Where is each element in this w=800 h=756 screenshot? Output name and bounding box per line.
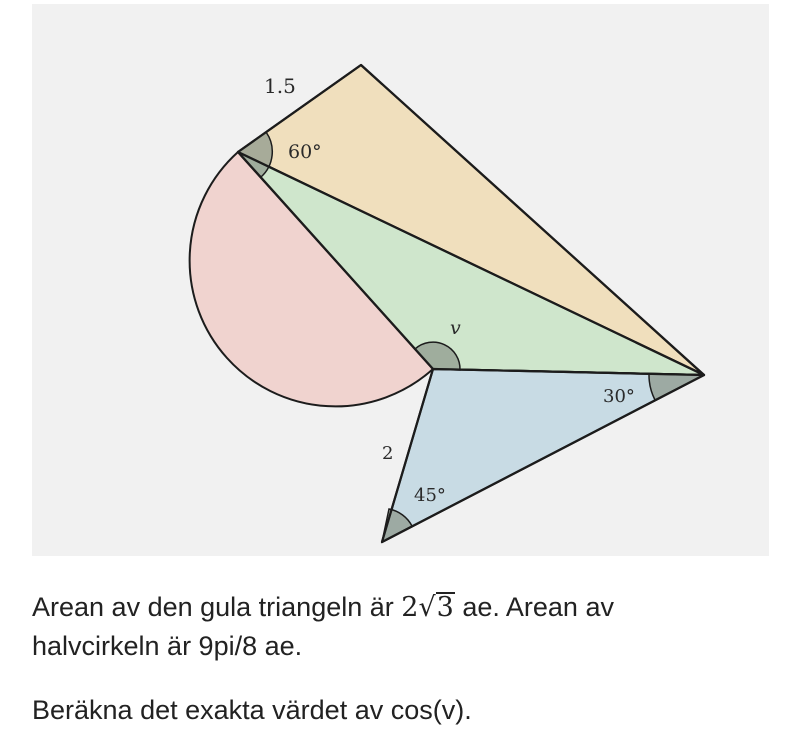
label-angle-30: 30° xyxy=(603,386,635,407)
label-side-1-5: 1.5 xyxy=(264,74,296,98)
problem-question: Beräkna det exakta värdet av cos(v). xyxy=(32,695,472,725)
statement-part-2: ae. Arean av xyxy=(454,592,614,622)
angle-marker-30 xyxy=(649,374,704,400)
geometry-diagram xyxy=(32,4,769,556)
diagram-photo xyxy=(32,4,769,556)
label-angle-v: v xyxy=(450,317,461,339)
problem-statement xyxy=(32,588,772,665)
label-side-2: 2 xyxy=(382,443,394,464)
sqrt-expression xyxy=(401,589,455,627)
sqrt-radicand: 3 xyxy=(436,592,454,623)
statement-part-1: Arean av den gula triangeln är xyxy=(32,592,402,622)
sqrt-radical-icon: √ xyxy=(418,592,436,623)
problem-text xyxy=(32,588,772,729)
sqrt-coefficient: 2 xyxy=(401,592,419,623)
statement-part-3: halvcirkeln är 9pi/8 ae. xyxy=(32,631,303,661)
label-angle-45: 45° xyxy=(414,485,446,506)
label-angle-60: 60° xyxy=(288,141,322,163)
